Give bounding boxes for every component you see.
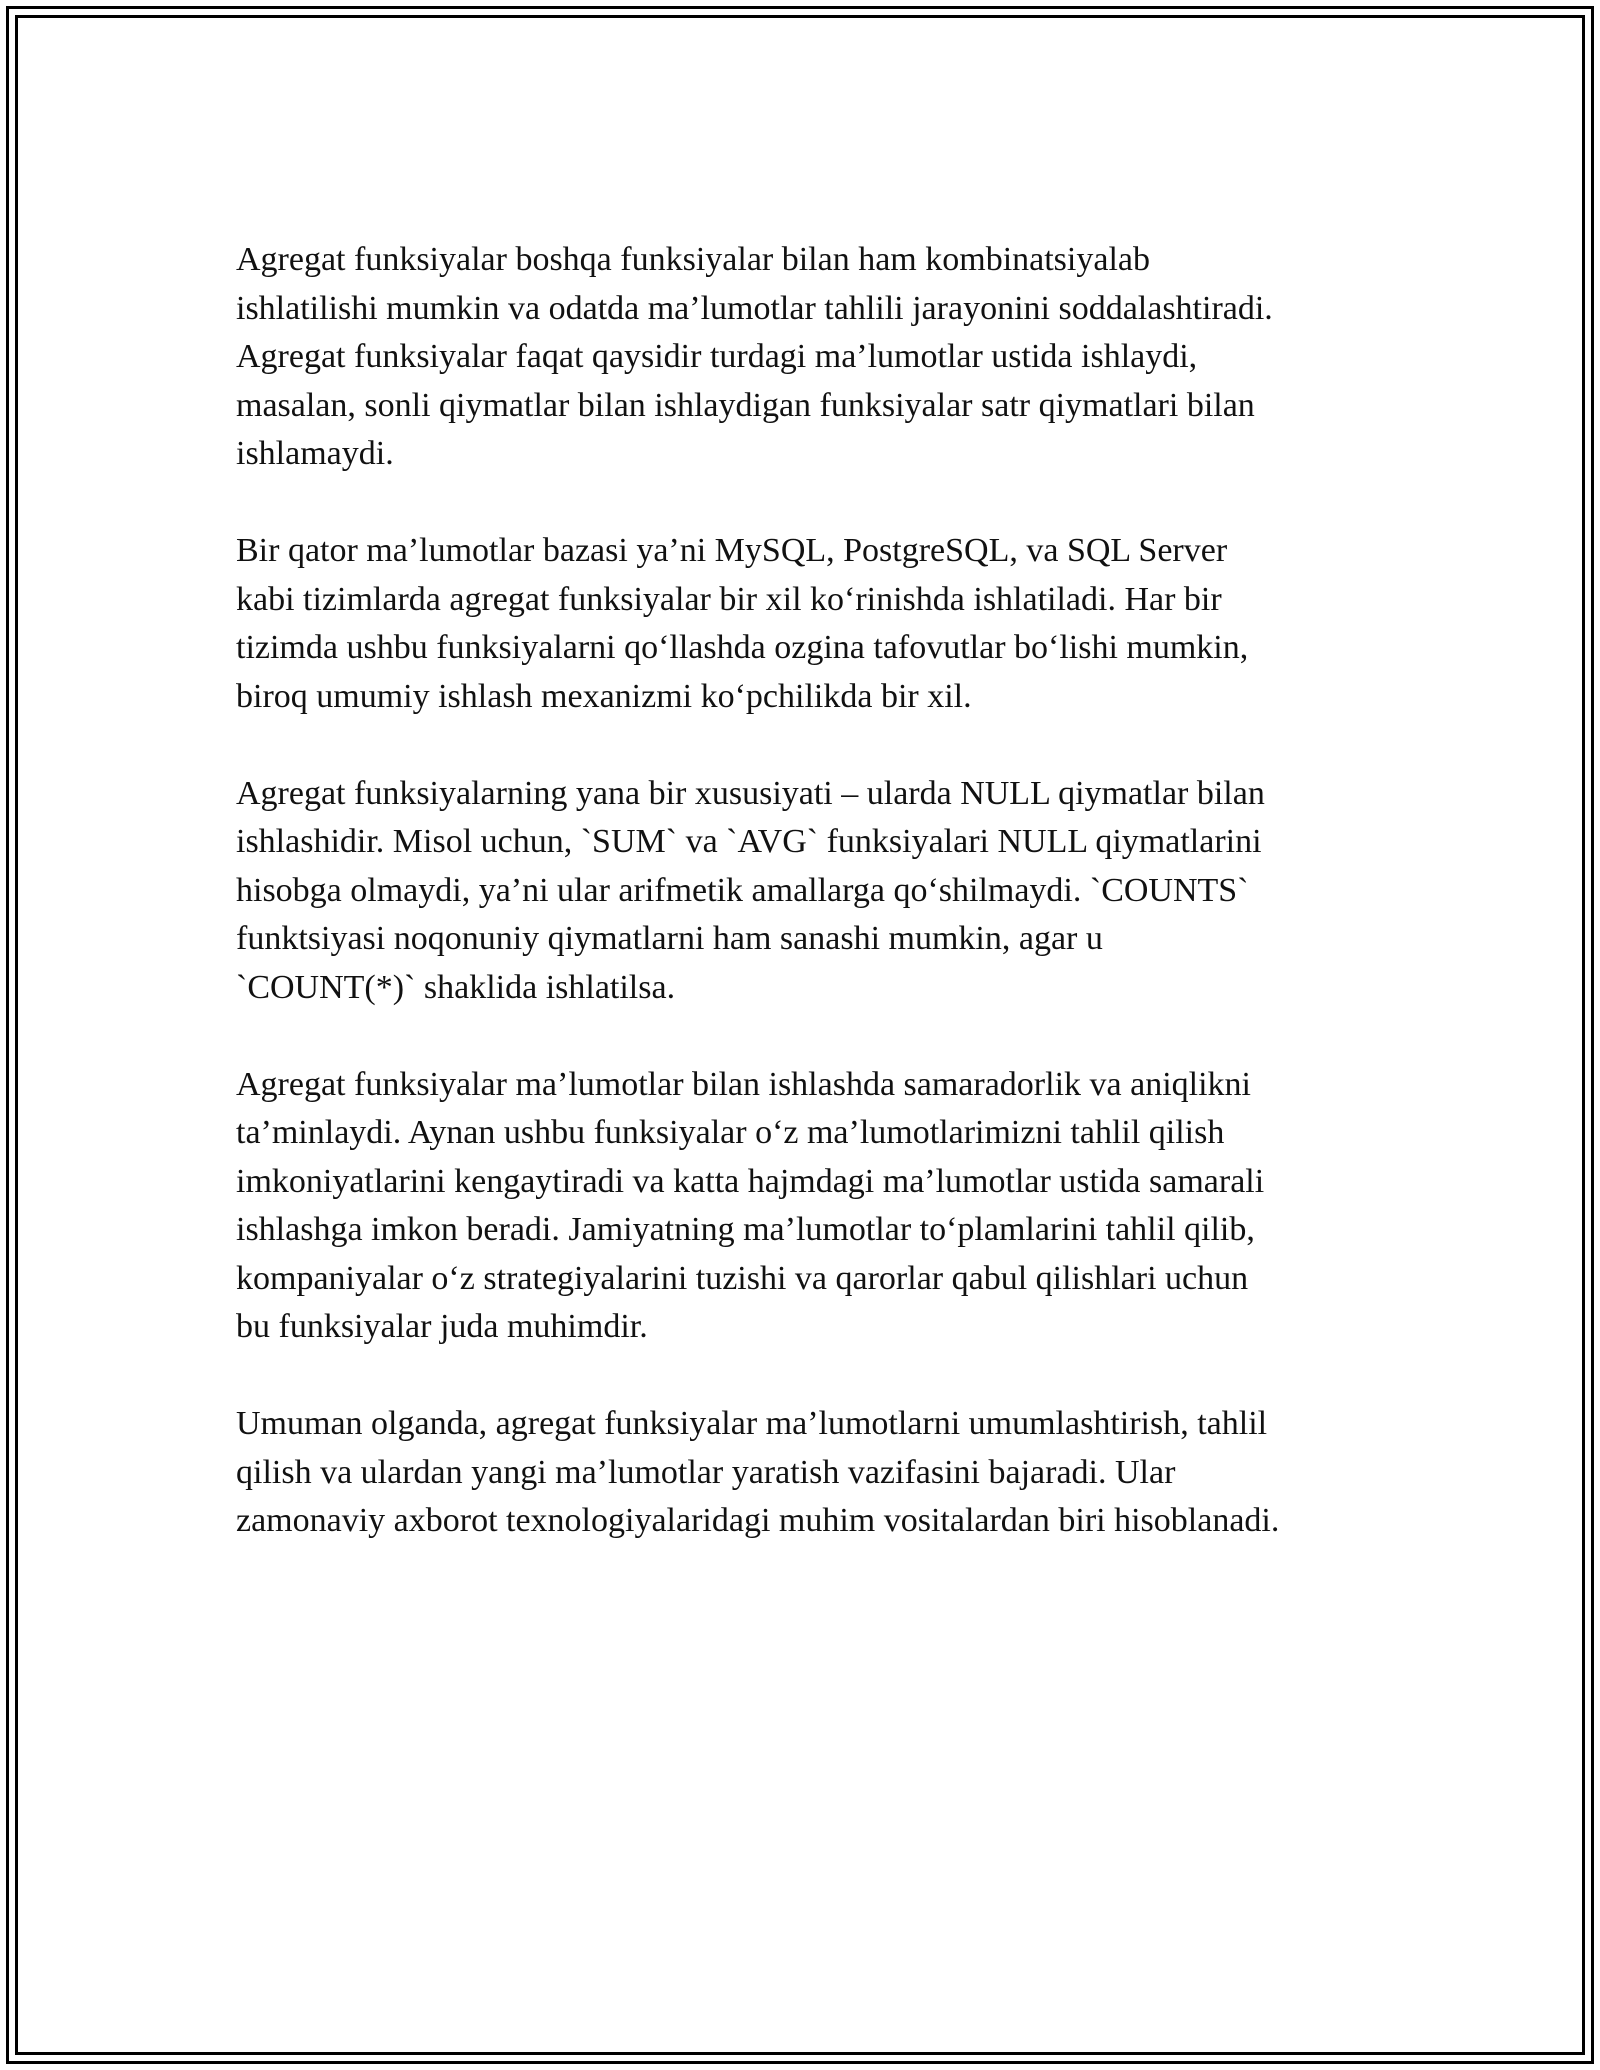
paragraph-2: Bir qator ma’lumotlar bazasi ya’ni MySQL, PostgreSQL, va SQL Server kabi tizimlarda agregat funksiyalar bir xil ko‘rinishda ishlatiladi. Har bir tizimda ushbu funksiyalarni qo‘llashda ozgina tafovutlar bo‘lishi mumkin, biroq umumiy ishlash mexanizmi ko‘pchilikda bir xil.: [236, 532, 1249, 715]
document-body: [236, 236, 1376, 1594]
paragraph-4: Agregat funksiyalar ma’lumotlar bilan ishlashda samaradorlik va aniqlikni ta’minlaydi. Aynan ushbu funksiyalar o‘z ma’lumotlarimizni tahlil qilish imkoniyatlarini kengaytiradi va katta hajmdagi ma’lumotlar ustida samarali ishlashga imkon beradi. Jamiyatning ma’lumotlar to‘plamlarini tahlil qilib, kompaniyalar o‘z strategiyalarini tuzishi va qarorlar qabul qilishlari uchun bu funksiyalar juda muhimdir.: [236, 1065, 1265, 1345]
paragraph-3: Agregat funksiyalarning yana bir xususiyati – ularda NULL qiymatlar bilan ishlashidir. Misol uchun, `SUM` va `AVG` funksiyalari NULL qiymatlarini hisobga olmaydi, ya’ni ular arifmetik amallarga qo‘shilmaydi. `COUNTS` funktsiyasi noqonuniy qiymatlarni ham sanashi mumkin, agar u `COUNT(*)` shaklida ishlatilsa.: [236, 774, 1265, 1006]
paragraph-1: Agregat funksiyalar boshqa funksiyalar bilan ham kombinatsiyalab ishlatilishi mumkin va odatda ma’lumotlar tahlili jarayonini soddalashtiradi. Agregat funksiyalar faqat qaysidir turdagi ma’lumotlar ustida ishlaydi, masalan, sonli qiymatlar bilan ishlaydigan funksiyalar satr qiymatlari bilan ishlamaydi.: [236, 241, 1273, 472]
paragraph-5: Umuman olganda, agregat funksiyalar ma’lumotlarni umumlashtirish, tahlil qilish va ulardan yangi ma’lumotlar yaratish vazifasini bajaradi. Ular zamonaviy axborot texnologiyalaridagi muhim vositalardan biri hisoblanadi.: [236, 1405, 1280, 1539]
